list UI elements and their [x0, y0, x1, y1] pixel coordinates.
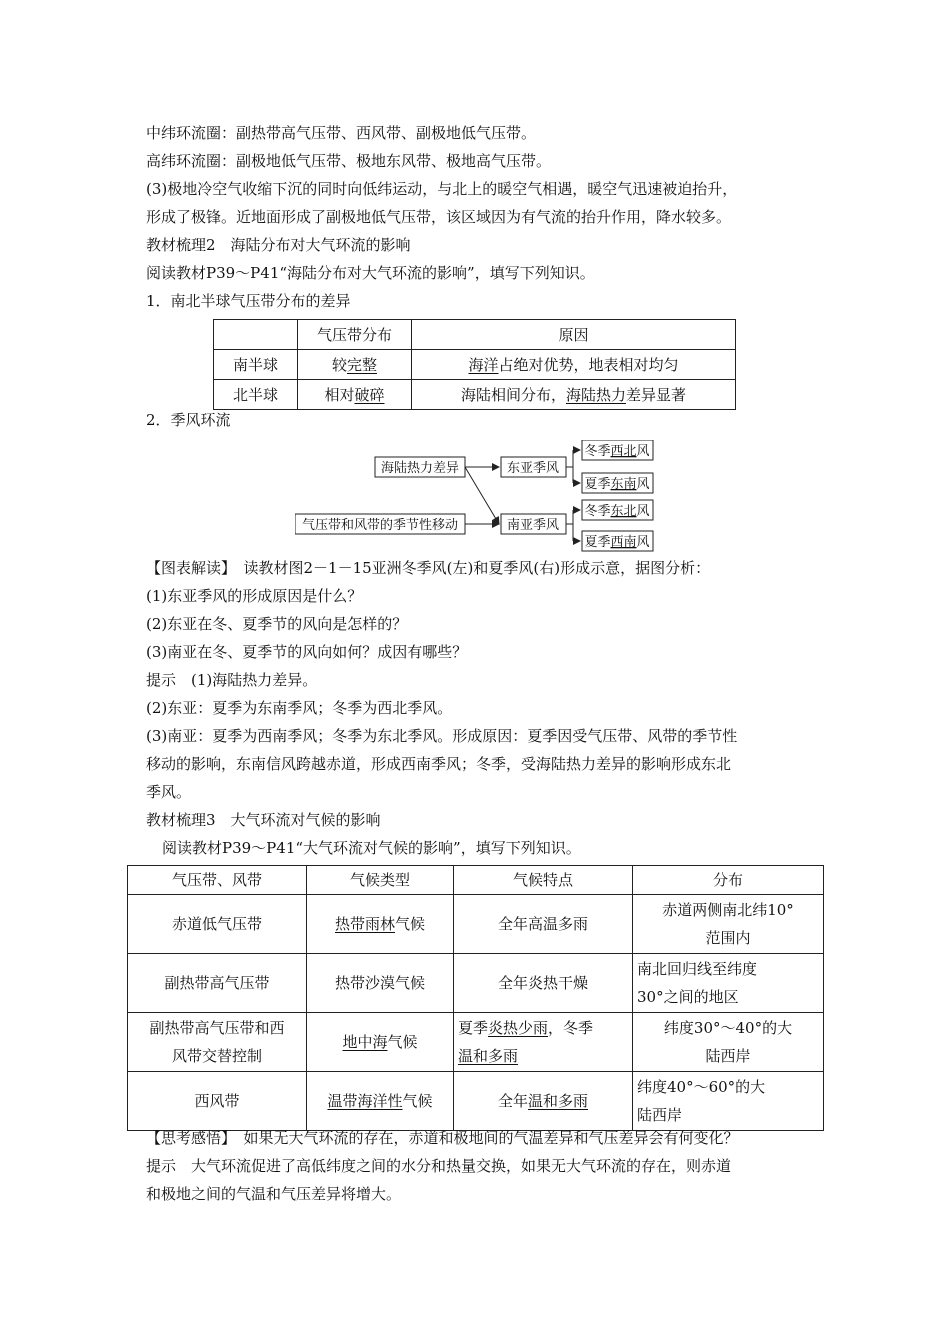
text-line: (2)东亚：夏季为东南季风；冬季为西北季风。 — [146, 699, 453, 717]
subheading: 2．季风环流 — [146, 411, 231, 429]
text-line: (3)极地冷空气收缩下沉的同时向低纬运动，与北上的暖空气相遇，暖空气迅速被迫抬升， — [146, 180, 738, 198]
diagram-box-sa-summer: 夏季西南风 — [584, 535, 650, 550]
text-line: 提示 (1)海陆热力差异。 — [146, 671, 318, 689]
table-cell: 相对破碎 — [298, 380, 412, 410]
table-header-cell: 分布 — [633, 866, 824, 895]
text-line: 【思考感悟】 如果无大气环流的存在，赤道和极地间的气温差异和气压差异会有何变化？ — [146, 1129, 739, 1147]
section-heading: 教材梳理3 大气环流对气候的影响 — [146, 811, 381, 829]
table-cell: 海洋占绝对优势，地表相对均匀 — [412, 350, 736, 380]
table-cell: 海陆相间分布，海陆热力差异显著 — [412, 380, 736, 410]
hemisphere-table — [213, 319, 736, 410]
diagram-box-ea-winter: 冬季西北风 — [584, 444, 650, 459]
monsoon-flow-diagram — [295, 440, 665, 555]
table-cell: 夏季炎热少雨，冬季 温和多雨 — [454, 1013, 633, 1072]
diagram-box-cause1: 海陆热力差异 — [380, 461, 460, 476]
subheading: 1．南北半球气压带分布的差异 — [146, 292, 351, 310]
table-cell: 地中海气候 — [307, 1013, 454, 1072]
text-line: (3)南亚：夏季为西南季风；冬季为东北季风。形成原因：夏季因受气压带、风带的季节性 — [146, 727, 738, 745]
table-cell: 赤道两侧南北纬10° 范围内 — [633, 895, 824, 954]
text-line: 中纬环流圈：副热带高气压带、西风带、副极地低气压带。 — [146, 124, 537, 142]
text-line: (2)东亚在冬、夏季节的风向是怎样的？ — [146, 615, 408, 633]
table-cell: 全年炎热干燥 — [454, 954, 633, 1013]
text-line: 季风。 — [146, 783, 192, 801]
diagram-box-east-asia: 东亚季风 — [506, 461, 560, 476]
text-line: 提示 大气环流促进了高低纬度之间的水分和热量交换，如果无大气环流的存在，则赤道 — [146, 1157, 732, 1175]
text-line: 和极地之间的气温和气压差异将增大。 — [146, 1185, 402, 1203]
text-line: (1)东亚季风的形成原因是什么？ — [146, 587, 363, 605]
diagram-box-cause2: 气压带和风带的季节性移动 — [301, 518, 459, 533]
table-row — [214, 380, 736, 410]
table-header-cell: 气候特点 — [454, 866, 633, 895]
table-cell: 纬度30°～40°的大 陆西岸 — [633, 1013, 824, 1072]
text-line: (3)南亚在冬、夏季节的风向如何？成因有哪些？ — [146, 643, 468, 661]
text-line: 形成了极锋。近地面形成了副极地低气压带，该区域因为有气流的抬升作用，降水较多。 — [146, 208, 732, 226]
table-cell: 南北回归线至纬度 30°之间的地区 — [633, 954, 824, 1013]
table-cell: 南半球 — [214, 350, 298, 380]
table-header-cell: 气压带、风带 — [128, 866, 307, 895]
table-cell: 副热带高气压带和西 风带交替控制 — [128, 1013, 307, 1072]
table-row — [128, 1013, 824, 1072]
table-header-cell — [214, 320, 298, 350]
table-cell: 热带雨林气候 — [307, 895, 454, 954]
section-heading: 教材梳理2 海陆分布对大气环流的影响 — [146, 236, 411, 254]
table-row — [128, 954, 824, 1013]
diagram-box-south-asia: 南亚季风 — [506, 518, 560, 533]
text-line: 阅读教材P39～P41“大气环流对气候的影响”，填写下列知识。 — [162, 839, 581, 857]
table-cell: 西风带 — [128, 1072, 307, 1131]
table-cell: 纬度40°～60°的大 陆西岸 — [633, 1072, 824, 1131]
table-row — [214, 350, 736, 380]
table-cell: 赤道低气压带 — [128, 895, 307, 954]
table-row — [128, 1072, 824, 1131]
table-header-cell: 原因 — [412, 320, 736, 350]
diagram-box-sa-winter: 冬季东北风 — [584, 504, 650, 519]
table-cell: 热带沙漠气候 — [307, 954, 454, 1013]
text-line: 移动的影响，东南信风跨越赤道，形成西南季风；冬季，受海陆热力差异的影响形成东北 — [146, 755, 732, 773]
climate-table — [127, 865, 824, 1131]
table-cell: 全年高温多雨 — [454, 895, 633, 954]
table-cell: 北半球 — [214, 380, 298, 410]
table-row — [128, 895, 824, 954]
table-header-cell: 气候类型 — [307, 866, 454, 895]
table-cell: 较完整 — [298, 350, 412, 380]
text-line: 高纬环流圈：副极地低气压带、极地东风带、极地高气压带。 — [146, 152, 552, 170]
table-cell: 副热带高气压带 — [128, 954, 307, 1013]
diagram-box-ea-summer: 夏季东南风 — [584, 477, 650, 492]
table-cell: 全年温和多雨 — [454, 1072, 633, 1131]
text-line: 阅读教材P39～P41“海陆分布对大气环流的影响”，填写下列知识。 — [146, 264, 595, 282]
table-header-cell: 气压带分布 — [298, 320, 412, 350]
text-line: 【图表解读】 读教材图2－1－15亚洲冬季风(左)和夏季风(右)形成示意，据图分析： — [146, 559, 711, 577]
table-cell: 温带海洋性气候 — [307, 1072, 454, 1131]
